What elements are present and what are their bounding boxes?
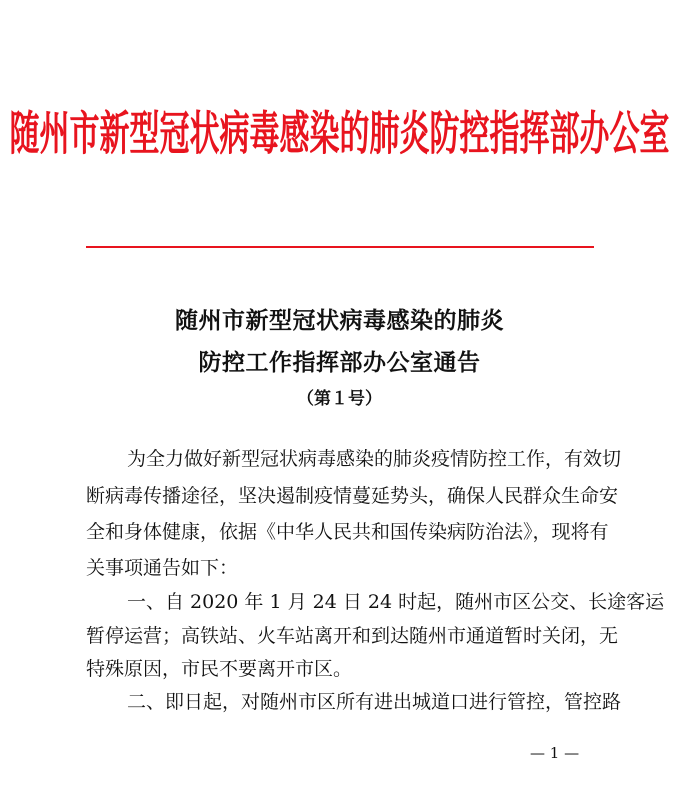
- body-line: 特殊原因，市民不要离开市区。: [86, 658, 353, 680]
- page-number: — 1 —: [530, 744, 580, 762]
- body-line: 二、即日起，对随州市区所有进出城道口进行管控，管控路: [127, 691, 622, 713]
- body-line: 暂停运营；高铁站、火车站离开和到达随州市通道暂时关闭，无: [86, 625, 619, 647]
- body-line: 一、自 2020 年 1 月 24 日 24 时起，随州市区公交、长途客运: [127, 591, 665, 613]
- body-line: 全和身体健康，依据《中华人民共和国传染病防治法》，现将有: [86, 521, 609, 543]
- body-line: 断病毒传播途径，坚决遏制疫情蔓延势头，确保人民群众生命安: [86, 485, 619, 507]
- body-line: 为全力做好新型冠状病毒感染的肺炎疫情防控工作，有效切: [127, 448, 622, 470]
- red-divider-line: [86, 246, 594, 248]
- notice-number: （第１号）: [297, 389, 382, 409]
- issuing-office-header: 随州市新型冠状病毒感染的肺炎防控指挥部办公室: [9, 107, 670, 162]
- body-line: 关事项通告如下：: [86, 557, 239, 579]
- notice-title-line-2: 防控工作指挥部办公室通告: [198, 349, 481, 376]
- notice-title-line-1: 随州市新型冠状病毒感染的肺炎: [175, 307, 504, 334]
